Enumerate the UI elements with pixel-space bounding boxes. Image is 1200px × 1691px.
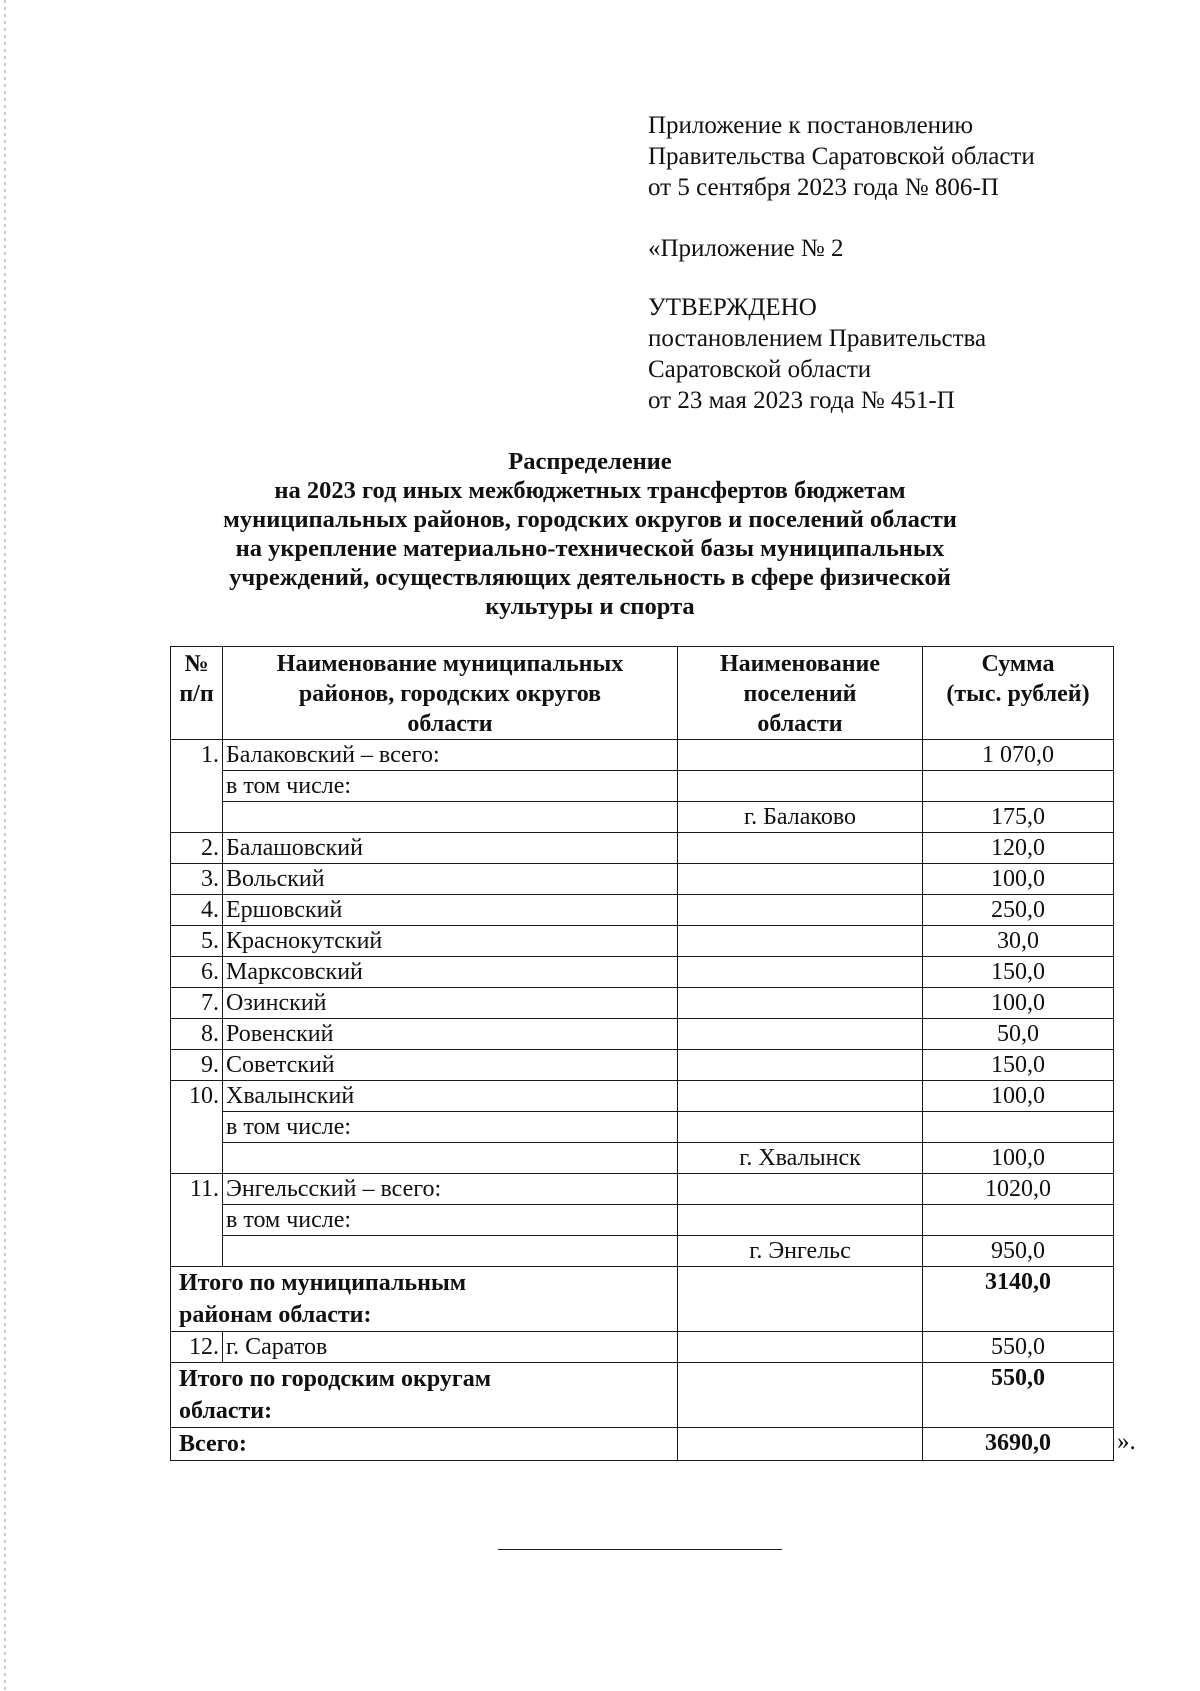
row-number xyxy=(171,1143,223,1174)
settlement-name xyxy=(678,895,923,926)
amount xyxy=(923,771,1114,802)
header-district: Наименование муниципальных районов, городских округов области xyxy=(223,647,678,740)
header-settlement: Наименование поселений области xyxy=(678,647,923,740)
settlement-name xyxy=(678,1050,923,1081)
table-row xyxy=(171,895,1114,926)
settlement-name xyxy=(678,1205,923,1236)
district-name: в том числе: xyxy=(223,1205,678,1236)
amount: 50,0 xyxy=(923,1019,1114,1050)
settlement-name: г. Энгельс xyxy=(678,1236,923,1267)
title-line: на укрепление материально-технической базы муниципальных xyxy=(235,535,945,562)
title-line: культуры и спорта xyxy=(485,593,695,620)
table-row xyxy=(171,740,1114,771)
distribution-table xyxy=(170,646,1114,1461)
appendix-block xyxy=(648,110,1035,416)
table-row xyxy=(171,1081,1114,1112)
appendix-line: Правительства Саратовской области xyxy=(648,143,1035,170)
row-number: 1. xyxy=(171,740,223,771)
table-row xyxy=(171,802,1114,833)
district-name xyxy=(223,1236,678,1267)
subtotal-districts-label: Итого по муниципальным районам области: xyxy=(171,1267,678,1332)
appendix-line: постановлением Правительства xyxy=(648,325,987,352)
subtotal-cities-amount: 550,0 xyxy=(923,1363,1114,1428)
amount: 120,0 xyxy=(923,833,1114,864)
row-number xyxy=(171,802,223,833)
district-name: Ровенский xyxy=(223,1019,678,1050)
amount xyxy=(923,1205,1114,1236)
row-number: 8. xyxy=(171,1019,223,1050)
table-row xyxy=(171,771,1114,802)
amount: 550,0 xyxy=(923,1332,1114,1363)
district-name: в том числе: xyxy=(223,771,678,802)
grand-total-amount: 3690,0 xyxy=(923,1428,1114,1461)
closing-quote-mark: ». xyxy=(1117,1428,1136,1455)
settlement-name xyxy=(678,1112,923,1143)
table-row xyxy=(171,957,1114,988)
row-number: 3. xyxy=(171,864,223,895)
appendix-line: от 23 мая 2023 года № 451-П xyxy=(648,387,955,414)
amount: 100,0 xyxy=(923,1081,1114,1112)
settlement-name xyxy=(678,1019,923,1050)
table-row xyxy=(171,1174,1114,1205)
subtotal-cities-row xyxy=(171,1363,1114,1428)
row-number: 7. xyxy=(171,988,223,1019)
settlement-name xyxy=(678,833,923,864)
settlement-name xyxy=(678,926,923,957)
appendix-number: «Приложение № 2 xyxy=(648,235,844,262)
district-name: Озинский xyxy=(223,988,678,1019)
district-name: Советский xyxy=(223,1050,678,1081)
amount: 30,0 xyxy=(923,926,1114,957)
table-row xyxy=(171,1143,1114,1174)
district-name xyxy=(223,1143,678,1174)
bottom-rule xyxy=(498,1549,782,1550)
grand-total-label: Всего: xyxy=(171,1428,678,1461)
row-number: 11. xyxy=(171,1174,223,1205)
table-row xyxy=(171,1236,1114,1267)
row-number: 9. xyxy=(171,1050,223,1081)
district-name xyxy=(223,802,678,833)
district-name: Марксовский xyxy=(223,957,678,988)
row-number xyxy=(171,771,223,802)
grand-total-row xyxy=(171,1428,1114,1461)
row-number: 6. xyxy=(171,957,223,988)
amount: 100,0 xyxy=(923,988,1114,1019)
table-row xyxy=(171,988,1114,1019)
amount: 100,0 xyxy=(923,864,1114,895)
table-row xyxy=(171,1332,1114,1363)
table-row xyxy=(171,1112,1114,1143)
district-name: г. Саратов xyxy=(223,1332,678,1363)
table-row xyxy=(171,833,1114,864)
amount: 175,0 xyxy=(923,802,1114,833)
header-sum: Сумма (тыс. рублей) xyxy=(923,647,1114,740)
table-row xyxy=(171,926,1114,957)
row-number xyxy=(171,1112,223,1143)
settlement-name xyxy=(678,864,923,895)
scan-edge xyxy=(4,0,6,1691)
approved-label: УТВЕРЖДЕНО xyxy=(648,294,817,321)
settlement-name: г. Хвалынск xyxy=(678,1143,923,1174)
amount: 950,0 xyxy=(923,1236,1114,1267)
title-line: учреждений, осуществляющих деятельность в сфере физической xyxy=(229,564,951,591)
amount: 150,0 xyxy=(923,957,1114,988)
subtotal-cities-label: Итого по городским округам области: xyxy=(171,1363,678,1428)
table-row xyxy=(171,1205,1114,1236)
settlement-name: г. Балаково xyxy=(678,802,923,833)
settlement-name xyxy=(678,957,923,988)
subtotal-districts-amount: 3140,0 xyxy=(923,1267,1114,1332)
table-row xyxy=(171,1019,1114,1050)
title-line: муниципальных районов, городских округов и поселений области xyxy=(223,506,957,533)
document-title xyxy=(180,447,1000,621)
amount: 1020,0 xyxy=(923,1174,1114,1205)
district-name: Ершовский xyxy=(223,895,678,926)
district-name: в том числе: xyxy=(223,1112,678,1143)
row-number: 5. xyxy=(171,926,223,957)
appendix-line: от 5 сентября 2023 года № 806-П xyxy=(648,174,999,201)
row-number: 12. xyxy=(171,1332,223,1363)
appendix-line: Саратовской области xyxy=(648,356,872,383)
table-row xyxy=(171,864,1114,895)
row-number: 10. xyxy=(171,1081,223,1112)
row-number: 4. xyxy=(171,895,223,926)
settlement-name xyxy=(678,1174,923,1205)
district-name: Краснокутский xyxy=(223,926,678,957)
district-name: Хвалынский xyxy=(223,1081,678,1112)
district-name: Балашовский xyxy=(223,833,678,864)
table-header-row xyxy=(171,647,1114,740)
title-line: Распределение xyxy=(508,448,672,475)
table-row xyxy=(171,1050,1114,1081)
header-number: № п/п xyxy=(171,647,223,740)
amount xyxy=(923,1112,1114,1143)
row-number xyxy=(171,1236,223,1267)
title-line: на 2023 год иных межбюджетных трансфертов бюджетам xyxy=(274,477,906,504)
settlement-name xyxy=(678,1081,923,1112)
row-number xyxy=(171,1205,223,1236)
amount: 1 070,0 xyxy=(923,740,1114,771)
district-name: Энгельсский – всего: xyxy=(223,1174,678,1205)
appendix-line: Приложение к постановлению xyxy=(648,112,974,139)
settlement-name xyxy=(678,771,923,802)
amount: 100,0 xyxy=(923,1143,1114,1174)
row-number: 2. xyxy=(171,833,223,864)
amount: 150,0 xyxy=(923,1050,1114,1081)
district-name: Вольский xyxy=(223,864,678,895)
subtotal-districts-row xyxy=(171,1267,1114,1332)
settlement-name xyxy=(678,988,923,1019)
amount: 250,0 xyxy=(923,895,1114,926)
district-name: Балаковский – всего: xyxy=(223,740,678,771)
settlement-name xyxy=(678,740,923,771)
